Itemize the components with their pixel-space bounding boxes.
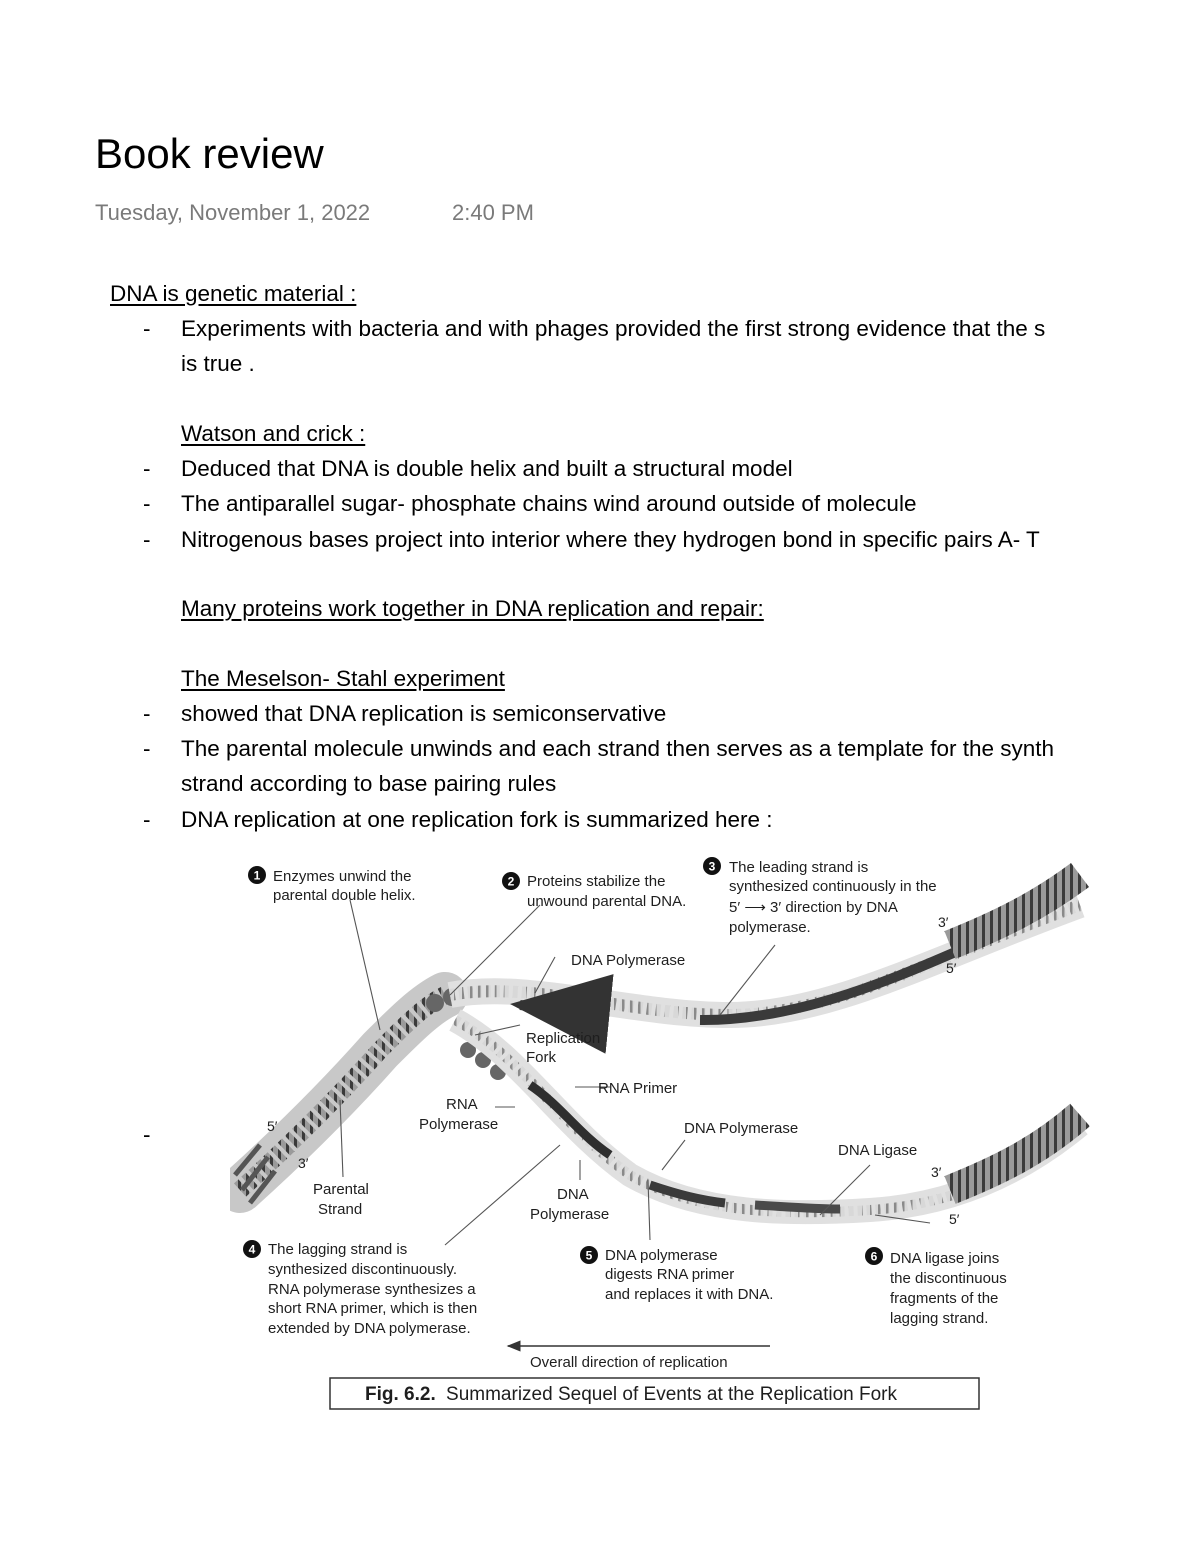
label-replication-fork-line1: Replication bbox=[526, 1030, 601, 1047]
label-dna-ligase: DNA Ligase bbox=[838, 1142, 918, 1159]
bullet-marker: - bbox=[143, 701, 151, 726]
caption-line: and replaces it with DNA. bbox=[605, 1286, 774, 1303]
step-number: 3 bbox=[708, 859, 716, 874]
bullet-text: DNA replication at one replication fork is summarized here : bbox=[181, 807, 773, 832]
bullet-text: The antiparallel sugar- phosphate chains wind around outside of molecule bbox=[181, 491, 917, 516]
label-three-prime: 3′ bbox=[931, 1164, 942, 1180]
bullet-marker: - bbox=[143, 491, 151, 516]
caption-line: the discontinuous bbox=[890, 1270, 1007, 1287]
caption-line: The lagging strand is bbox=[268, 1241, 408, 1258]
label-five-prime: 5′ bbox=[946, 960, 957, 976]
bullet-marker: - bbox=[143, 807, 151, 832]
heading-meselson-stahl: The Meselson- Stahl experiment bbox=[181, 666, 505, 691]
step-number-2 bbox=[502, 872, 520, 890]
bullet-marker: - bbox=[143, 1122, 151, 1147]
step-number-4 bbox=[243, 1240, 261, 1258]
note-date: Tuesday, November 1, 2022 bbox=[95, 200, 371, 225]
heading-proteins-replication: Many proteins work together in DNA replication and repair: bbox=[181, 596, 764, 621]
label-five-prime: 5′ bbox=[267, 1118, 278, 1134]
step-number-3 bbox=[703, 857, 721, 875]
caption-line: unwound parental DNA. bbox=[527, 893, 687, 910]
caption-line: RNA polymerase synthesizes a bbox=[268, 1281, 476, 1298]
caption-line: DNA ligase joins bbox=[890, 1250, 1000, 1267]
caption-line: The leading strand is bbox=[729, 859, 869, 876]
label-rna-polymerase-line1: RNA bbox=[446, 1096, 478, 1113]
step6-caption bbox=[890, 1250, 1007, 1327]
bullet-text: showed that DNA replication is semiconservative bbox=[181, 701, 667, 726]
bullet-text: Nitrogenous bases project into interior where they hydrogen bond in specific pairs A- T bbox=[181, 527, 1040, 552]
step-number: 5 bbox=[585, 1248, 593, 1263]
caption-line: synthesized discontinuously. bbox=[268, 1261, 457, 1278]
leading-strand-arrow bbox=[520, 1005, 550, 1008]
step4-caption bbox=[268, 1241, 477, 1337]
caption-line: fragments of the bbox=[890, 1290, 999, 1307]
label-five-prime: 5′ bbox=[949, 1211, 960, 1227]
caption-line: extended by DNA polymerase. bbox=[268, 1320, 471, 1337]
label-replication-fork-line2: Fork bbox=[526, 1049, 556, 1066]
caption-line: DNA polymerase bbox=[605, 1247, 718, 1264]
caption-line: short RNA primer, which is then bbox=[268, 1300, 478, 1317]
heading-watson-crick: Watson and crick : bbox=[181, 421, 366, 446]
caption-line: synthesized continuously in the bbox=[729, 878, 937, 895]
bullet-marker: - bbox=[143, 736, 151, 761]
helicase-protein bbox=[426, 994, 444, 1012]
bullet-marker: - bbox=[143, 456, 151, 481]
label-dna-polymerase-lagging: DNA Polymerase bbox=[684, 1120, 799, 1137]
label-overall-direction: Overall direction of replication bbox=[530, 1354, 728, 1371]
caption-line: polymerase. bbox=[729, 919, 811, 936]
label-polymerase-lower: Polymerase bbox=[530, 1206, 610, 1223]
label-dna-polymerase-leading: DNA Polymerase bbox=[571, 952, 686, 969]
bullet-text-continued: is true . bbox=[181, 351, 255, 376]
bullet-marker: - bbox=[143, 527, 151, 552]
label-rna-polymerase-line2: Polymerase bbox=[419, 1116, 499, 1133]
figure-caption-text: Summarized Sequel of Events at the Replication Fork bbox=[446, 1384, 897, 1405]
caption-line: Enzymes unwind the bbox=[273, 868, 412, 885]
bullet-text: Experiments with bacteria and with phages provided the first strong evidence that the s bbox=[181, 316, 1046, 341]
step1-caption bbox=[273, 868, 416, 904]
step-number: 2 bbox=[507, 874, 515, 889]
caption-line: lagging strand. bbox=[890, 1310, 989, 1327]
bullet-text-continued: strand according to base pairing rules bbox=[181, 771, 557, 796]
caption-line: 5′ ⟶ 3′ direction by DNA bbox=[729, 899, 898, 916]
caption-line: parental double helix. bbox=[273, 887, 416, 904]
label-three-prime: 3′ bbox=[298, 1155, 309, 1171]
replication-fork-figure bbox=[230, 845, 1090, 1415]
bullet-marker: - bbox=[143, 316, 151, 341]
step5-caption bbox=[605, 1247, 773, 1303]
page-title: Book review bbox=[95, 130, 324, 177]
step-number: 4 bbox=[248, 1242, 256, 1257]
label-rna-primer: RNA Primer bbox=[598, 1080, 678, 1097]
caption-line: Proteins stabilize the bbox=[527, 873, 666, 890]
step-number-5 bbox=[580, 1246, 598, 1264]
step-number: 1 bbox=[253, 868, 261, 883]
step3-caption bbox=[729, 859, 937, 936]
label-parental-strand-line1: Parental bbox=[313, 1181, 369, 1198]
step2-caption bbox=[527, 873, 686, 910]
step-number-1 bbox=[248, 866, 266, 884]
label-parental-strand-line2: Strand bbox=[318, 1201, 363, 1218]
note-time: 2:40 PM bbox=[452, 200, 534, 225]
bullet-text: Deduced that DNA is double helix and built a structural model bbox=[181, 456, 793, 481]
label-three-prime: 3′ bbox=[938, 914, 949, 930]
bullet-text: The parental molecule unwinds and each strand then serves as a template for the synth bbox=[181, 736, 1055, 761]
label-dna-lower: DNA bbox=[557, 1186, 589, 1203]
heading-dna-genetic-material: DNA is genetic material : bbox=[110, 281, 357, 306]
step-number: 6 bbox=[870, 1249, 878, 1264]
step-number-6 bbox=[865, 1247, 883, 1265]
caption-line: digests RNA primer bbox=[605, 1266, 735, 1283]
figure-caption-label: Fig. 6.2. bbox=[365, 1384, 436, 1405]
